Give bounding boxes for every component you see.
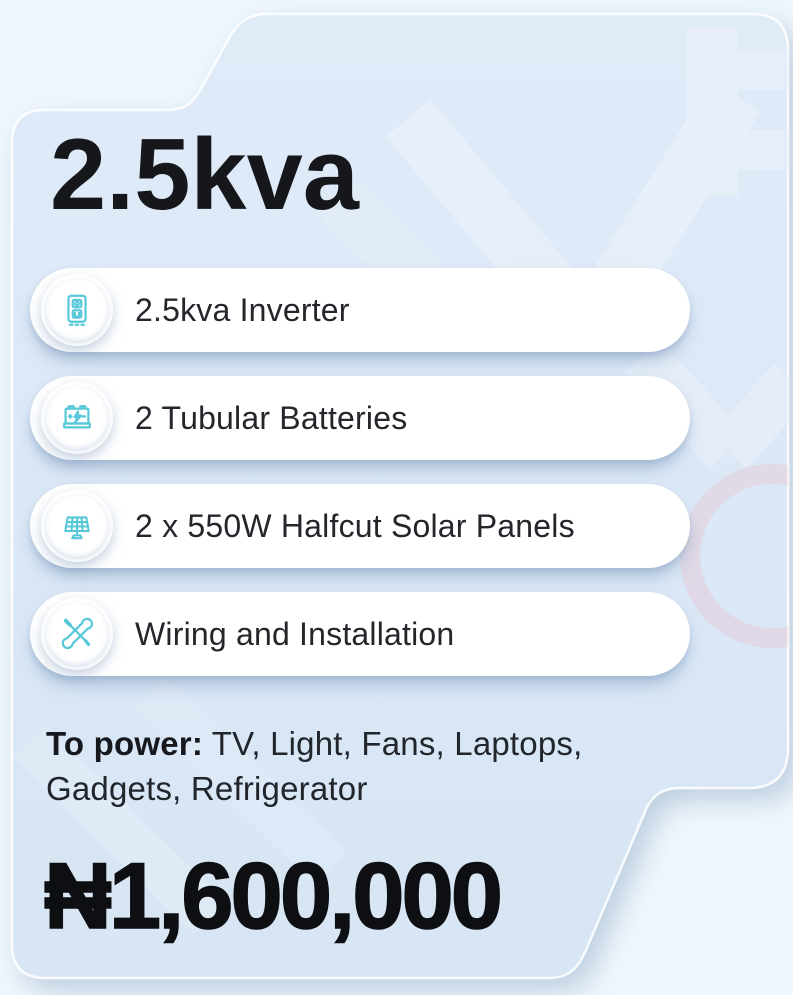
solar-panel-icon [58,507,96,545]
feature-item [30,376,690,460]
feature-icon-circle [41,274,113,346]
to-power-devices: TV, Light, Fans, Laptops, Gadgets, Refrigerator [46,725,583,807]
feature-item [30,592,690,676]
product-title: 2.5kva [50,119,359,231]
feature-item [30,484,690,568]
tools-icon [58,615,96,653]
inverter-icon [58,291,96,329]
battery-icon [58,399,96,437]
to-power-text [46,722,674,812]
feature-icon-circle [41,598,113,670]
feature-icon-circle [41,382,113,454]
feature-icon-circle [41,490,113,562]
price-text: ₦1,600,000 [44,843,501,948]
feature-label: 2 x 550W Halfcut Solar Panels [135,507,575,544]
feature-label: Wiring and Installation [135,615,455,652]
to-power-label: To power: [46,725,204,762]
feature-item [30,268,690,352]
feature-list [30,268,690,676]
feature-label: 2 Tubular Batteries [135,399,408,436]
feature-label: 2.5kva Inverter [135,291,350,328]
